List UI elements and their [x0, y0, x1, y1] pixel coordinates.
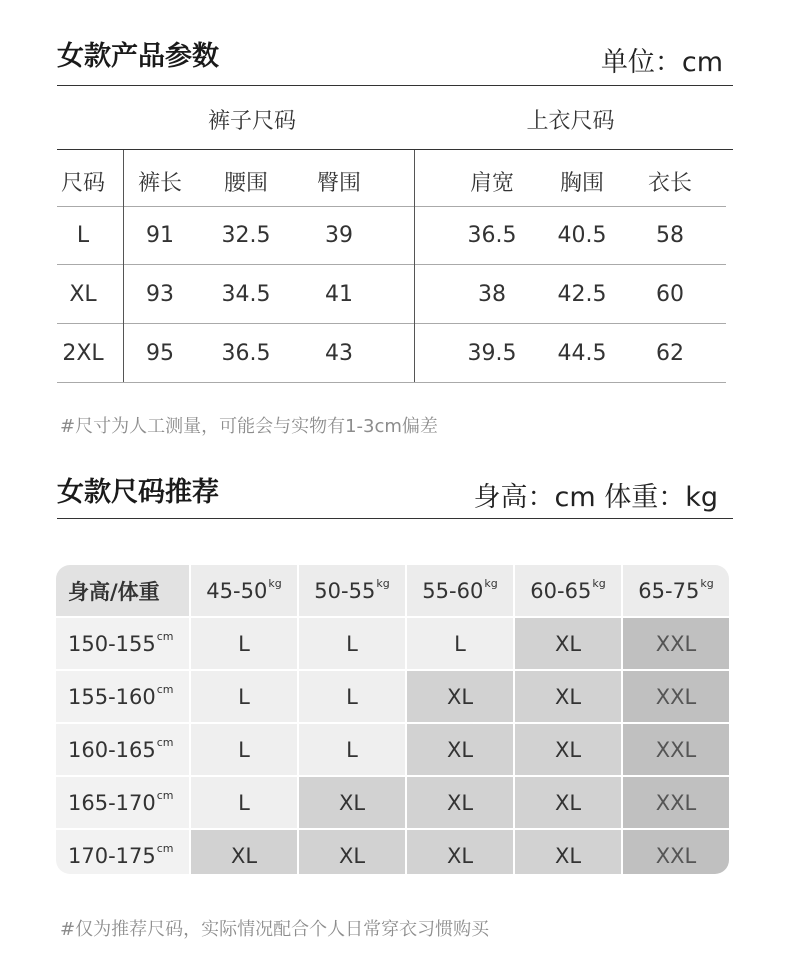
size-value: XL — [338, 843, 366, 868]
group-pants-label: 裤子尺码 — [207, 109, 296, 134]
row-divider — [57, 382, 726, 383]
size-cell — [407, 830, 513, 874]
value-cell: 40.5 — [557, 223, 607, 248]
size-cell — [191, 618, 297, 669]
size-cell — [299, 724, 405, 775]
size-cell — [299, 618, 405, 669]
value-cell: 38 — [478, 282, 506, 307]
size-value: XL — [230, 843, 258, 868]
size-value: XL — [554, 843, 582, 868]
size-cell — [515, 830, 621, 874]
value-cell: 58 — [656, 223, 684, 248]
unit-superscript: cm — [156, 789, 174, 802]
unit-superscript: kg — [268, 577, 282, 590]
size-value: XXL — [655, 631, 697, 656]
unit-superscript: cm — [156, 683, 174, 696]
size-cell — [623, 618, 729, 669]
value-cell: 39 — [325, 223, 353, 248]
header-hip: 臀围 — [316, 171, 361, 196]
size-value: XXL — [655, 737, 697, 762]
value-cell: 36.5 — [221, 341, 271, 366]
height-label: 150-155 — [68, 631, 156, 656]
corner-label: 身高/体重 — [68, 579, 160, 604]
section2-note: #仅为推荐尺码，实际情况配合个人日常穿衣习惯购买 — [60, 919, 490, 940]
divider — [57, 149, 733, 150]
size-cell — [407, 724, 513, 775]
unit-superscript: kg — [592, 577, 606, 590]
height-label: 170-175 — [68, 843, 156, 868]
height-row-label — [56, 830, 189, 874]
height-label: 155-160 — [68, 684, 156, 709]
section1-title: 女款产品参数 — [57, 41, 219, 72]
value-cell: 60 — [656, 282, 684, 307]
value-cell: 93 — [146, 282, 174, 307]
value-cell: 39.5 — [467, 341, 517, 366]
unit-superscript: cm — [156, 842, 174, 855]
row-divider — [57, 206, 726, 207]
size-value: XL — [446, 843, 474, 868]
size-value: XL — [554, 737, 582, 762]
size-cell — [623, 671, 729, 722]
weight-label: 45-50 — [206, 578, 268, 603]
weight-label: 55-60 — [422, 578, 484, 603]
unit-superscript: kg — [484, 577, 498, 590]
size-value: XL — [446, 737, 474, 762]
unit-superscript: cm — [156, 736, 174, 749]
group-top-label: 上衣尺码 — [526, 109, 615, 134]
size-value: L — [238, 684, 250, 709]
value-cell: 36.5 — [467, 223, 517, 248]
header-top-length: 衣长 — [647, 171, 692, 196]
size-value: XL — [554, 631, 582, 656]
size-value: XL — [446, 790, 474, 815]
recommendation-grid — [56, 565, 729, 874]
weight-header — [515, 565, 621, 616]
weight-header — [407, 565, 513, 616]
size-cell — [407, 618, 513, 669]
header-shoulder: 肩宽 — [469, 171, 514, 196]
value-cell: 91 — [146, 223, 174, 248]
size-value: XL — [338, 790, 366, 815]
size-value: L — [346, 737, 358, 762]
size-value: XXL — [655, 843, 697, 868]
size-value: L — [238, 631, 250, 656]
size-value: XL — [446, 684, 474, 709]
size-cell — [623, 830, 729, 874]
size-cell — [515, 618, 621, 669]
size-cell: 2XL — [62, 341, 104, 366]
row-divider — [57, 264, 726, 265]
divider — [57, 85, 733, 86]
size-cell — [191, 671, 297, 722]
size-cell — [515, 724, 621, 775]
size-value: L — [238, 737, 250, 762]
value-cell: 95 — [146, 341, 174, 366]
weight-label: 50-55 — [314, 578, 376, 603]
unit-superscript: kg — [700, 577, 714, 590]
size-cell — [191, 777, 297, 828]
height-row-label — [56, 671, 189, 722]
size-value: L — [454, 631, 466, 656]
unit-superscript: cm — [156, 630, 174, 643]
size-value: XL — [554, 790, 582, 815]
divider — [57, 518, 733, 519]
grid-corner-header — [56, 565, 189, 616]
weight-label: 60-65 — [530, 578, 592, 603]
weight-header — [191, 565, 297, 616]
size-value: XL — [554, 684, 582, 709]
height-row-label — [56, 724, 189, 775]
row-divider — [57, 323, 726, 324]
height-label: 160-165 — [68, 737, 156, 762]
unit-superscript: kg — [376, 577, 390, 590]
size-cell — [623, 724, 729, 775]
size-cell — [515, 671, 621, 722]
height-row-label — [56, 777, 189, 828]
section1-unit: 单位：cm — [600, 47, 723, 78]
size-value: XXL — [655, 790, 697, 815]
value-cell: 42.5 — [557, 282, 607, 307]
weight-label: 65-75 — [638, 578, 700, 603]
height-label: 165-170 — [68, 790, 156, 815]
size-cell — [299, 777, 405, 828]
size-value: L — [238, 790, 250, 815]
size-cell: XL — [69, 282, 97, 307]
value-cell: 43 — [325, 341, 353, 366]
value-cell: 32.5 — [221, 223, 271, 248]
size-cell — [623, 777, 729, 828]
size-cell — [299, 830, 405, 874]
height-row-label — [56, 618, 189, 669]
size-cell — [515, 777, 621, 828]
weight-header — [623, 565, 729, 616]
column-divider — [414, 150, 415, 382]
size-cell — [407, 671, 513, 722]
column-divider — [123, 150, 124, 382]
header-waist: 腰围 — [223, 171, 268, 196]
value-cell: 34.5 — [221, 282, 271, 307]
value-cell: 41 — [325, 282, 353, 307]
header-pants-length: 裤长 — [137, 171, 182, 196]
section1-note: #尺寸为人工测量，可能会与实物有1-3cm偏差 — [60, 416, 438, 437]
size-cell: L — [76, 223, 90, 248]
size-cell — [299, 671, 405, 722]
size-value: L — [346, 684, 358, 709]
value-cell: 44.5 — [557, 341, 607, 366]
size-cell — [191, 830, 297, 874]
section2-unit: 身高：cm 体重：kg — [473, 482, 718, 513]
size-cell — [407, 777, 513, 828]
size-value: L — [346, 631, 358, 656]
value-cell: 62 — [656, 341, 684, 366]
header-chest: 胸围 — [559, 171, 604, 196]
header-size: 尺码 — [60, 171, 105, 196]
section2-title: 女款尺码推荐 — [57, 477, 219, 508]
size-cell — [191, 724, 297, 775]
weight-header — [299, 565, 405, 616]
size-value: XXL — [655, 684, 697, 709]
